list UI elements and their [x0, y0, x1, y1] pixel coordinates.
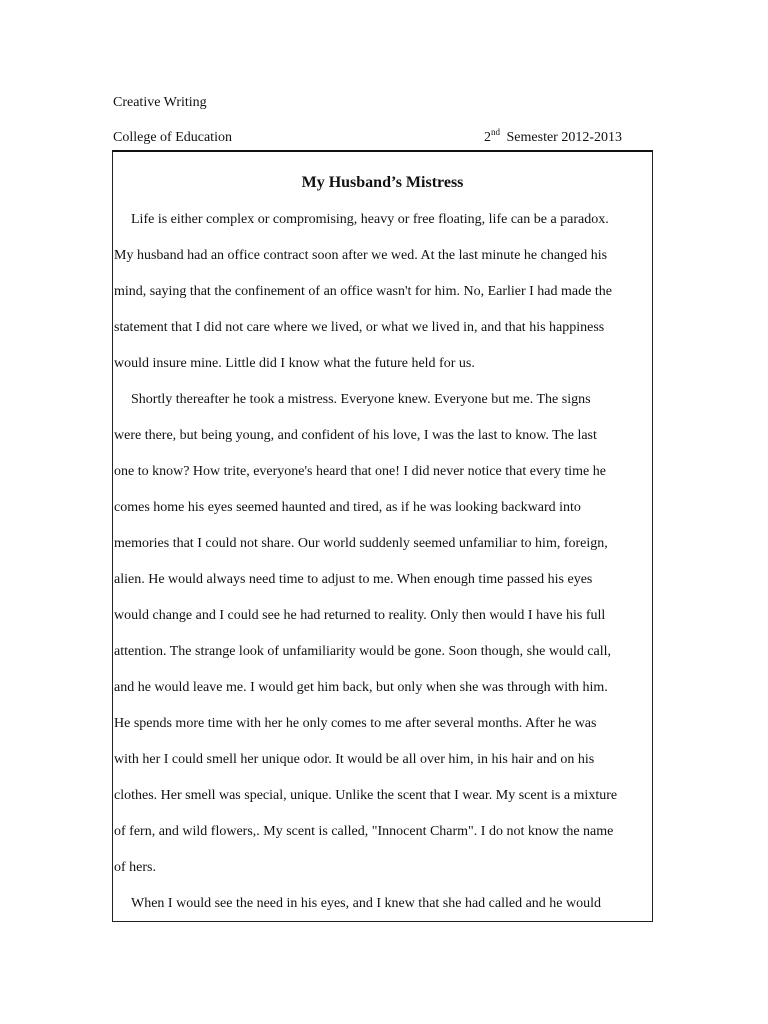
semester-label — [484, 129, 622, 147]
semester-term: Semester 2012-2013 — [506, 130, 622, 145]
essay-body — [113, 202, 653, 922]
essay-line: attention. The strange look of unfamiliarity would be gone. Soon though, she would call, — [114, 644, 612, 659]
essay-line: My husband had an office contract soon after we wed. At the last minute he changed his — [114, 248, 608, 263]
essay-line: would change and I could see he had returned to reality. Only then would I have his full — [114, 608, 606, 623]
essay-line: He spends more time with her he only comes to me after several months. After he was — [114, 716, 597, 731]
essay-line: alien. He would always need time to adjust to me. When enough time passed his eyes — [114, 572, 593, 587]
essay-line: Shortly thereafter he took a mistress. Everyone knew. Everyone but me. The signs — [131, 392, 591, 407]
essay-line: comes home his eyes seemed haunted and tired, as if he was looking backward into — [114, 500, 581, 515]
semester-ordinal: 2 — [484, 130, 492, 145]
essay-line: and he would leave me. I would get him back, but only when she was through with him. — [114, 680, 608, 695]
essay-line: of hers. — [114, 860, 156, 875]
essay-line: were there, but being young, and confident of his love, I was the last to know. The last — [114, 428, 597, 443]
semester-ordinal-suffix: nd — [491, 127, 501, 137]
essay-line: statement that I did not care where we lived, or what we lived in, and that his happiness — [114, 320, 605, 335]
essay-line: clothes. Her smell was special, unique. Unlike the scent that I wear. My scent is a mixture — [114, 788, 618, 803]
essay-line: When I would see the need in his eyes, and I knew that she had called and he would — [131, 896, 602, 911]
essay-line: memories that I could not share. Our world suddenly seemed unfamiliar to him, foreign, — [114, 536, 608, 551]
essay-line: mind, saying that the confinement of an office wasn't for him. No, Earlier I had made the — [114, 284, 612, 299]
essay-line: would insure mine. Little did I know what the future held for us. — [114, 356, 475, 371]
essay-box — [112, 150, 653, 922]
essay-line: of fern, and wild flowers,. My scent is called, "Innocent Charm". I do not know the name — [114, 824, 614, 839]
essay-line: with her I could smell her unique odor. It would be all over him, in his hair and on his — [114, 752, 595, 767]
course-name: Creative Writing — [113, 95, 207, 110]
essay-title: My Husband’s Mistress — [301, 174, 464, 191]
essay-line: one to know? How trite, everyone's heard that one! I did never notice that every time he — [114, 464, 606, 479]
college-name: College of Education — [113, 130, 232, 145]
essay-line: Life is either complex or compromising, heavy or free floating, life can be a paradox. — [131, 212, 609, 227]
